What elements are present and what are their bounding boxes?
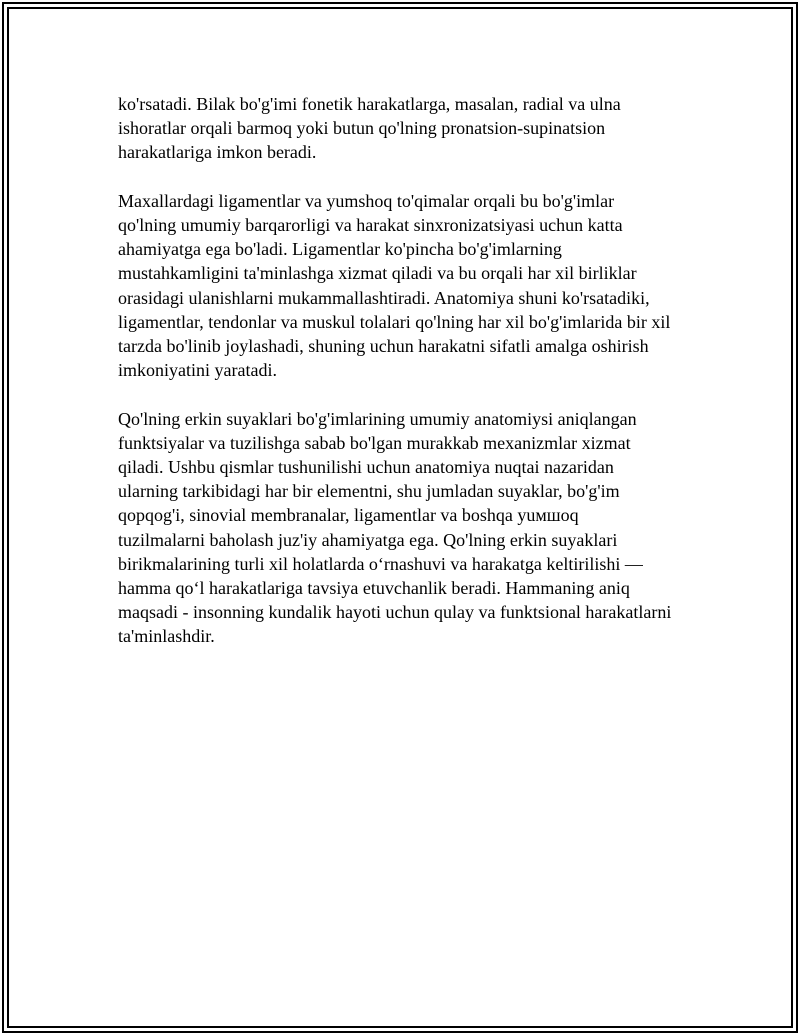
text-line: ta'minlashdir. — [118, 626, 215, 647]
text-line: tarzda bo'linib joylashadi, shuning uchun harakatni sifatli amalga oshirish — [118, 336, 649, 357]
text-line: ularning tarkibidagi har bir elementni, shu jumladan suyaklar, bo'g'im — [118, 481, 620, 502]
text-line: maqsadi - insonning kundalik hayoti uchun qulay va funktsional harakatlarni — [118, 602, 672, 623]
text-line: harakatlariga imkon beradi. — [118, 142, 317, 163]
text-line: qiladi. Ushbu qismlar tushunilishi uchun anatomiya nuqtai nazaridan — [118, 457, 614, 478]
document-body — [118, 92, 718, 673]
text-line: Qo'lning erkin suyaklari bo'g'imlarining umumiy anatomiysi aniqlangan — [118, 408, 637, 429]
text-line: qo'lning umumiy barqarorligi va harakat sinxronizatsiyasi uchun katta — [118, 215, 623, 235]
text-line: Maxallardagi ligamentlar va yumshoq to'qimalar orqali bu bo'g'imlar — [118, 190, 615, 211]
paragraph-1 — [118, 92, 718, 165]
text-line: ahamiyatga ega bo'ladi. Ligamentlar ko'pincha bo'g'imlarning — [118, 239, 562, 260]
text-line: qopqog'i, sinovial membranalar, ligamentlar va boshqa yuмшоq — [118, 505, 579, 526]
paragraph-3 — [118, 407, 718, 649]
text-line: tuzilmalarni baholash juz'iy ahamiyatga ega. Qo'lning erkin suyaklari — [118, 529, 618, 550]
text-line: mustahkamligini ta'minlashga xizmat qiladi va bu orqali har xil birliklar — [118, 263, 637, 284]
text-line: funktsiyalar va tuzilishga sabab bo'lgan murakkab mexanizmlar xizmat — [118, 432, 631, 453]
text-line: ishoratlar orqali barmoq yoki butun qo'lning pronatsion-supinatsion — [118, 118, 606, 139]
text-line: imkoniyatini yaratadi. — [118, 360, 277, 381]
paragraph-2 — [118, 189, 718, 383]
text-line: orasidagi ulanishlarni mukammallashtiradi. Anatomiya shuni ko'rsatadiki, — [118, 287, 650, 308]
text-line: birikmalarining turli xil holatlarda o‘rnashuvi va harakatga keltirilishi — — [118, 553, 643, 574]
text-line: ligamentlar, tendonlar va muskul tolalari qo'lning har xil bo'g'imlarida bir xil — [118, 311, 671, 332]
text-line: hamma qo‘l harakatlariga tavsiya etuvchanlik beradi. Hammaning aniq — [118, 578, 630, 599]
text-line: ko'rsatadi. Bilak bo'g'imi fonetik harakatlarga, masalan, radial va ulna — [118, 94, 621, 114]
